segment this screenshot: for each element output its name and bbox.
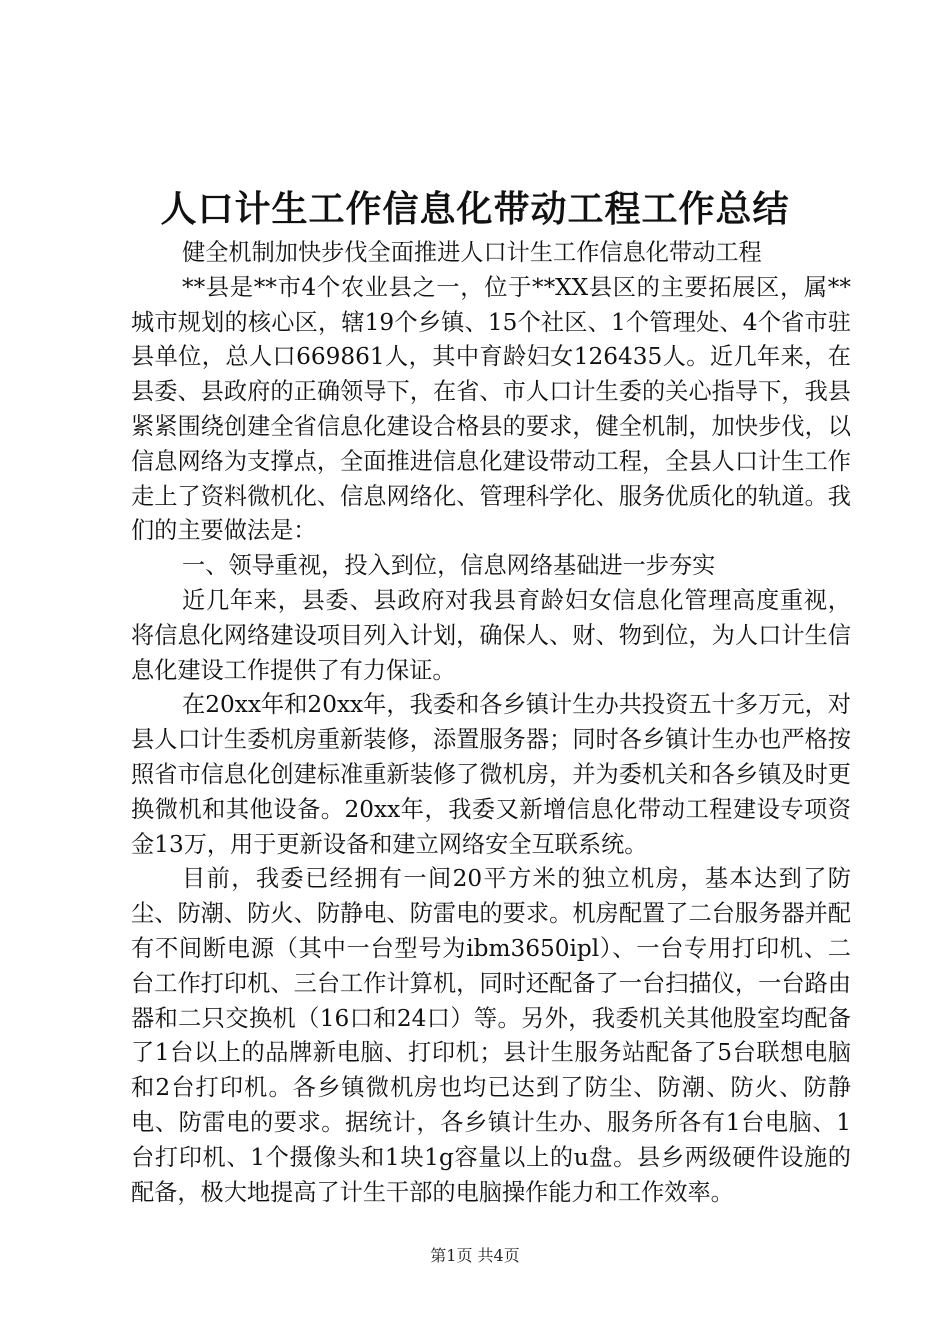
body-paragraph: 目前，我委已经拥有一间20平方米的独立机房，基本达到了防尘、防潮、防火、防静电、防雷电的要求。机房配置了二台服务器并配有不间断电源（其中一台型号为ibm3650ipl）、一台专用打印机、二台工作打印机、三台工作计算机，同时还配备了一台扫描仪，一台路由器和二只交换机（16口和24口）等。另外，我委机关其他股室均配备了1台以上的品牌新电脑、打印机；县计生服务站配备了5台联想电脑和2台打印机。各乡镇微机房也均已达到了防尘、防潮、防火、防静电、防雷电的要求。据统计，各乡镇计生办、服务所各有1台电脑、1台打印机、1个摄像头和1块1g容量以上的u盘。县乡两级硬件设施的配备，极大地提高了计生干部的电脑操作能力和工作效率。 — [131, 865, 851, 1206]
body-paragraph: 近几年来，县委、县政府对我县育龄妇女信息化管理高度重视，将信息化网络建设项目列入计划，确保人、财、物到位，为人口计生信息化建设工作提供了有力保证。 — [131, 586, 851, 684]
document-body — [131, 236, 851, 1210]
subtitle-paragraph: 健全机制加快步伐全面推进人口计生工作信息化带动工程 — [182, 239, 762, 266]
body-paragraph: 在20xx年和20xx年，我委和各乡镇计生办共投资五十多万元，对县人口计生委机房重新装修，添置服务器；同时各乡镇计生办也严格按照省市信息化创建标准重新装修了微机房，并为委机关和各乡镇及时更换微机和其他设备。20xx年，我委又新增信息化带动工程建设专项资金13万，用于更新设备和建立网络安全互联系统。 — [131, 691, 851, 858]
body-paragraph: **县是**市4个农业县之一，位于**XX县区的主要拓展区，属**城市规划的核心区，辖19个乡镇、15个社区、1个管理处、4个省市驻县单位，总人口669861人，其中育龄妇女126435人。近几年来，在县委、县政府的正确领导下，在省、市人口计生委的关心指导下，我县紧紧围绕创建全省信息化建设合格县的要求，健全机制，加快步伐，以信息网络为支撑点，全面推进信息化建设带动工程，全县人口计生工作走上了资料微机化、信息网络化、管理科学化、服务优质化的轨道。我们的主要做法是： — [131, 273, 851, 545]
section-heading: 一、领导重视，投入到位，信息网络基础进一步夯实 — [182, 552, 716, 580]
document-title: 人口计生工作信息化带动工程工作总结 — [160, 188, 790, 230]
page-footer: 第1页 共4页 — [430, 1246, 520, 1265]
